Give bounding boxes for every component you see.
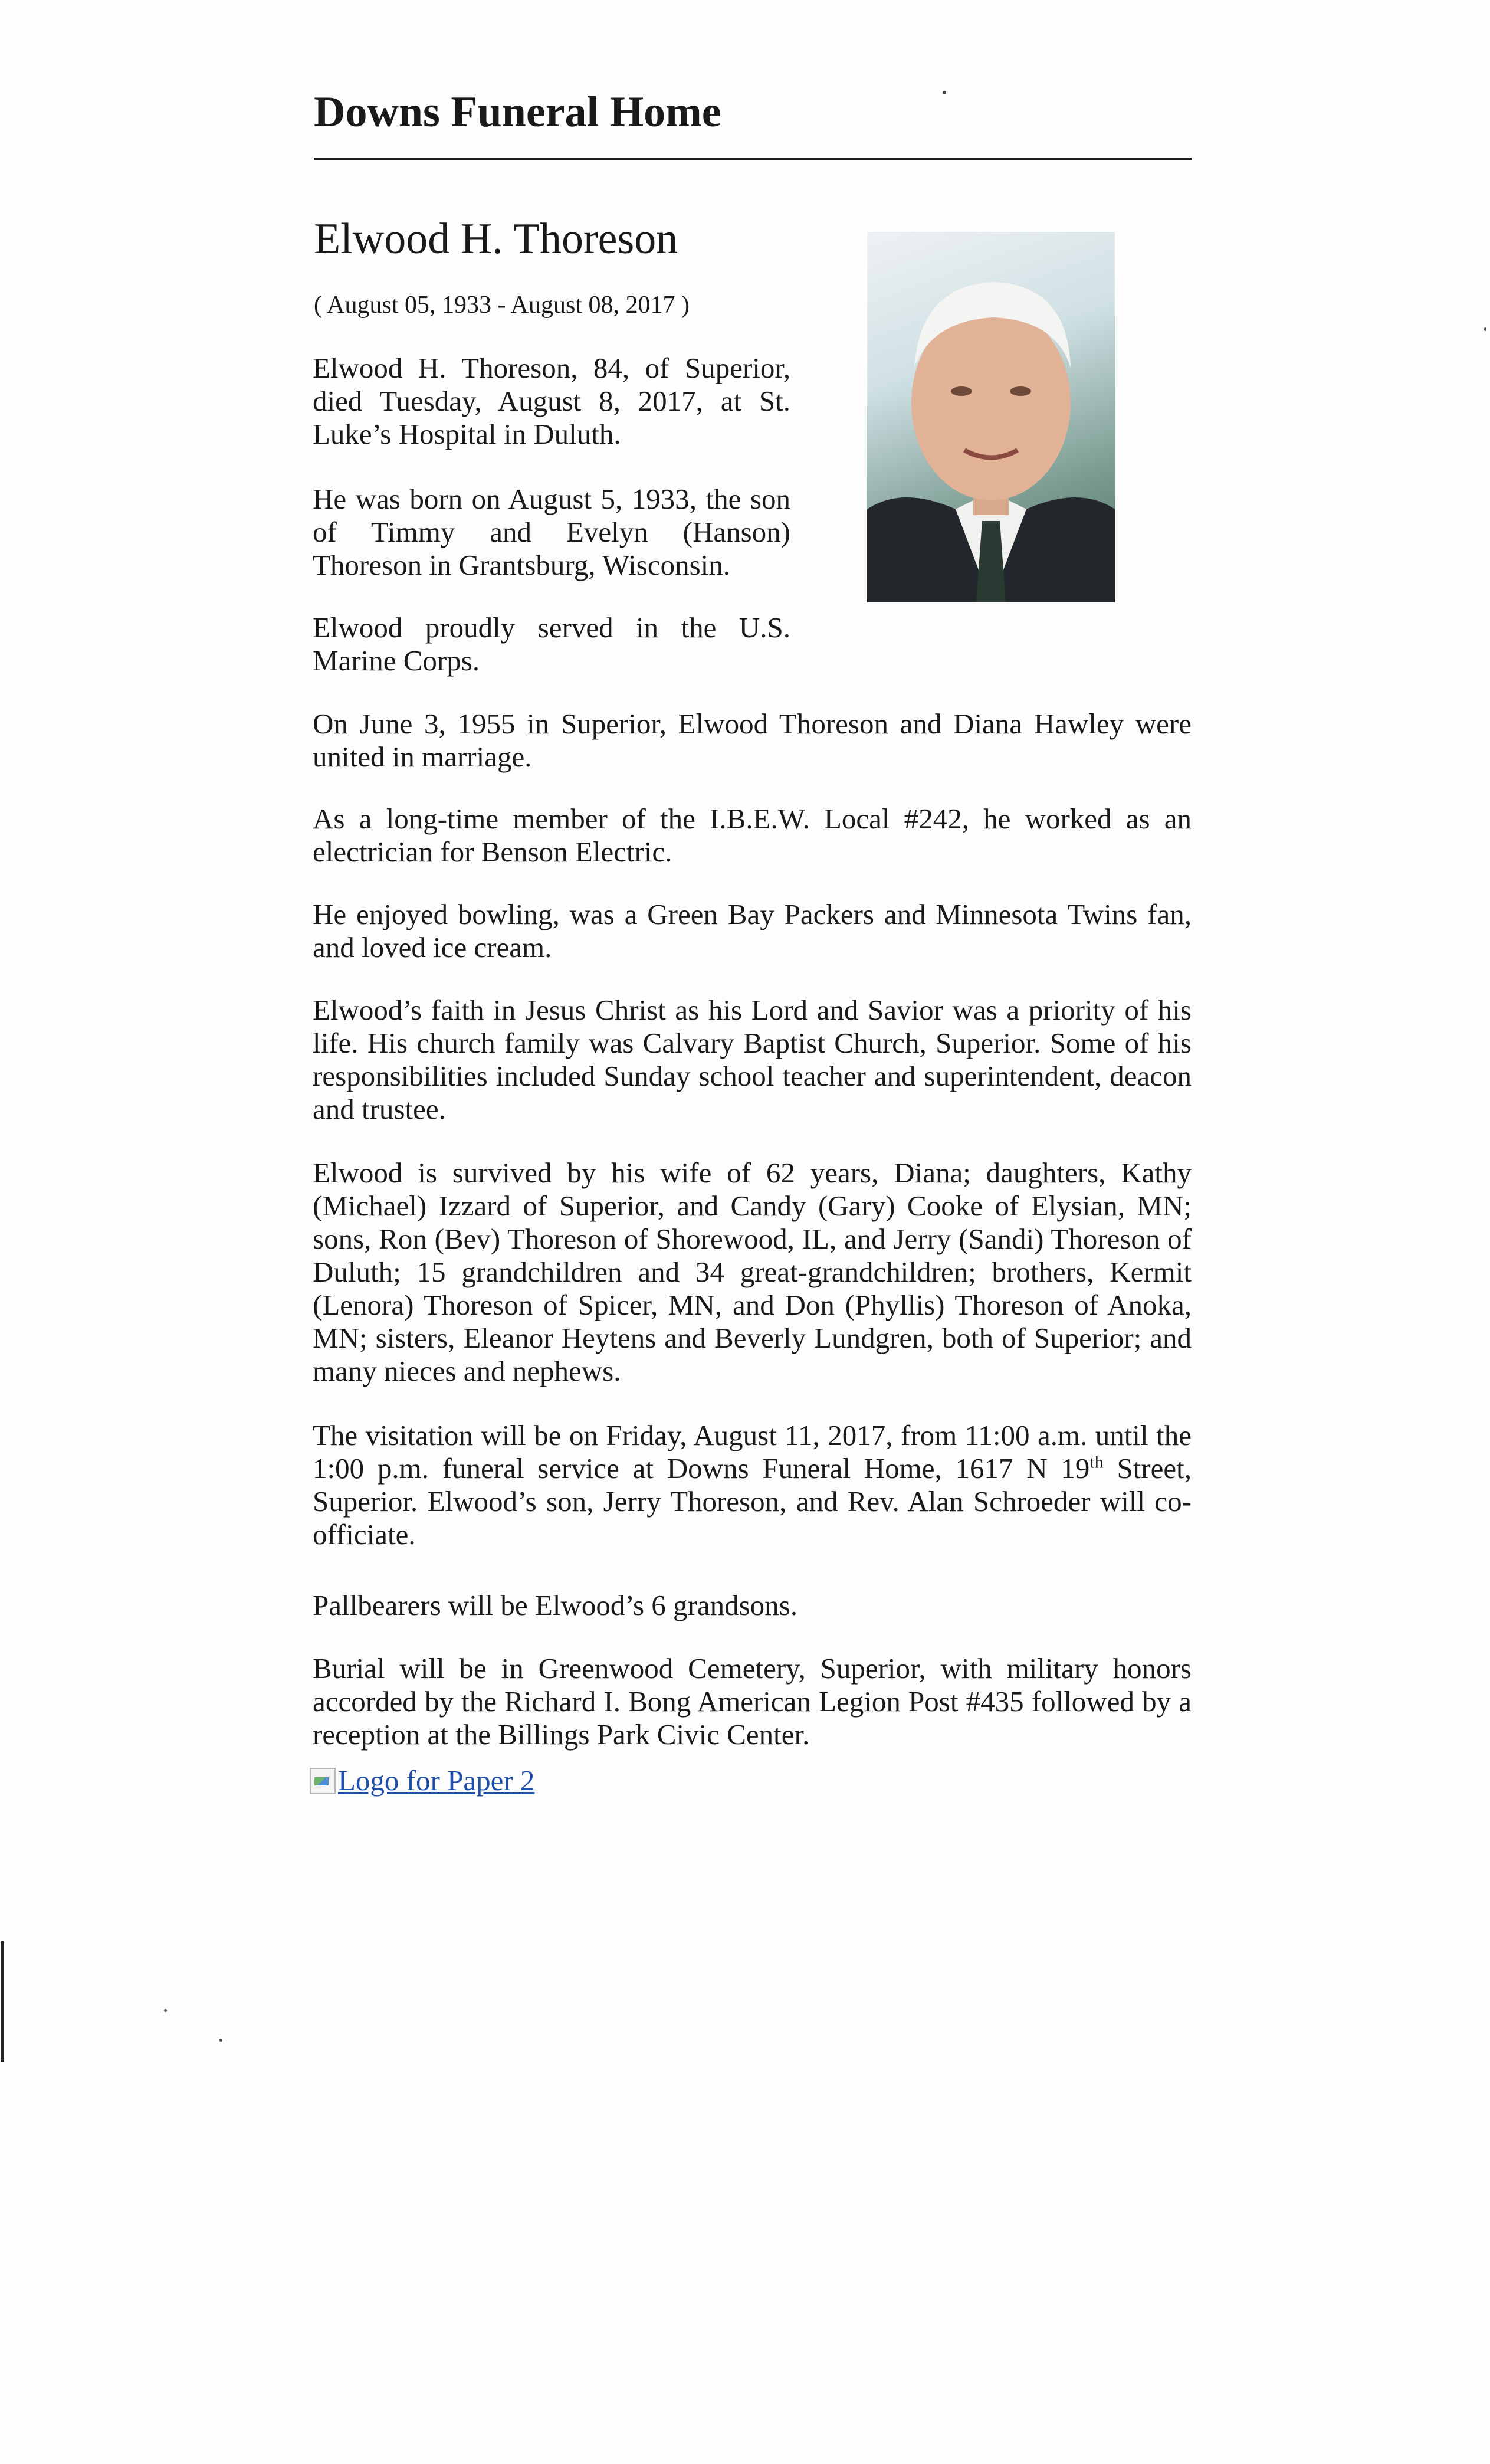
paragraph-military: Elwood proudly served in the U.S. Marine Corps. [313, 611, 790, 677]
paragraph-hobbies: He enjoyed bowling, was a Green Bay Packers and Minnesota Twins fan, and loved ice cream. [313, 898, 1192, 964]
broken-image-icon [310, 1768, 336, 1794]
logo-link-label: Logo for Paper 2 [338, 1764, 535, 1797]
life-dates: ( August 05, 1933 - August 08, 2017 ) [314, 291, 690, 319]
paragraph-pallbearers: Pallbearers will be Elwood’s 6 grandsons. [313, 1589, 797, 1621]
scan-edge-mark [1, 1941, 4, 2062]
paragraph-career: As a long-time member of the I.B.E.W. Local #242, he worked as an electrician for Benson Electric. [313, 802, 1192, 868]
header-divider [314, 158, 1192, 160]
visitation-text-start: The visitation will be on Friday, August 11, 2017, from 11:00 a.m. until the 1:00 p.m. funeral service at Downs Funeral Home, 1617 N 19 [313, 1419, 1192, 1485]
funeral-home-title: Downs Funeral Home [314, 88, 721, 136]
portrait-illustration [867, 232, 1115, 602]
scan-speck [1484, 327, 1486, 331]
paragraph-burial: Burial will be in Greenwood Cemetery, Superior, with military honors accorded by the Richard I. Bong American Legion Post #435 followed by a reception at the Billings Park Civic Center. [313, 1652, 1192, 1751]
paragraph-survivors: Elwood is survived by his wife of 62 years, Diana; daughters, Kathy (Michael) Izzard of Superior, and Candy (Gary) Cooke of Elysian, MN; sons, Ron (Bev) Thoreson of Shorewood, IL, and Jerry (Sandi) Thoreson of Duluth; 15 grandchildren and 34 great-grandchildren; brothers, Kermit (Lenora) Thoreson of Spicer, MN, and Don (Phyllis) Thoreson of Anoka, MN; sisters, Eleanor Heytens and Beverly Lundgren, both of Superior; and many nieces and nephews. [313, 1156, 1192, 1387]
paragraph-faith: Elwood’s faith in Jesus Christ as his Lord and Savior was a priority of his life. His church family was Calvary Baptist Church, Superior. Some of his responsibilities included Sunday school teacher and superintendent, deacon and trustee. [313, 994, 1192, 1125]
deceased-name: Elwood H. Thoreson [314, 215, 678, 263]
paragraph-visitation [313, 1419, 1192, 1551]
paragraph-birth: He was born on August 5, 1933, the son of Timmy and Evelyn (Hanson) Thoreson in Grantsburg, Wisconsin. [313, 483, 790, 581]
portrait-photo [867, 232, 1115, 602]
scan-speck [219, 2039, 222, 2042]
visitation-text-end: Street, Superior. Elwood’s son, Jerry Thoreson, and Rev. Alan Schroeder will co-officiate. [313, 1452, 1192, 1551]
paragraph-death-notice: Elwood H. Thoreson, 84, of Superior, died Tuesday, August 8, 2017, at St. Luke’s Hospital in Duluth. [313, 352, 790, 450]
scan-speck [943, 91, 946, 94]
ordinal-suffix: th [1089, 1452, 1104, 1472]
scan-speck [164, 2009, 167, 2012]
paragraph-marriage: On June 3, 1955 in Superior, Elwood Thoreson and Diana Hawley were united in marriage. [313, 707, 1192, 773]
paper-logo-link[interactable] [310, 1763, 534, 1798]
